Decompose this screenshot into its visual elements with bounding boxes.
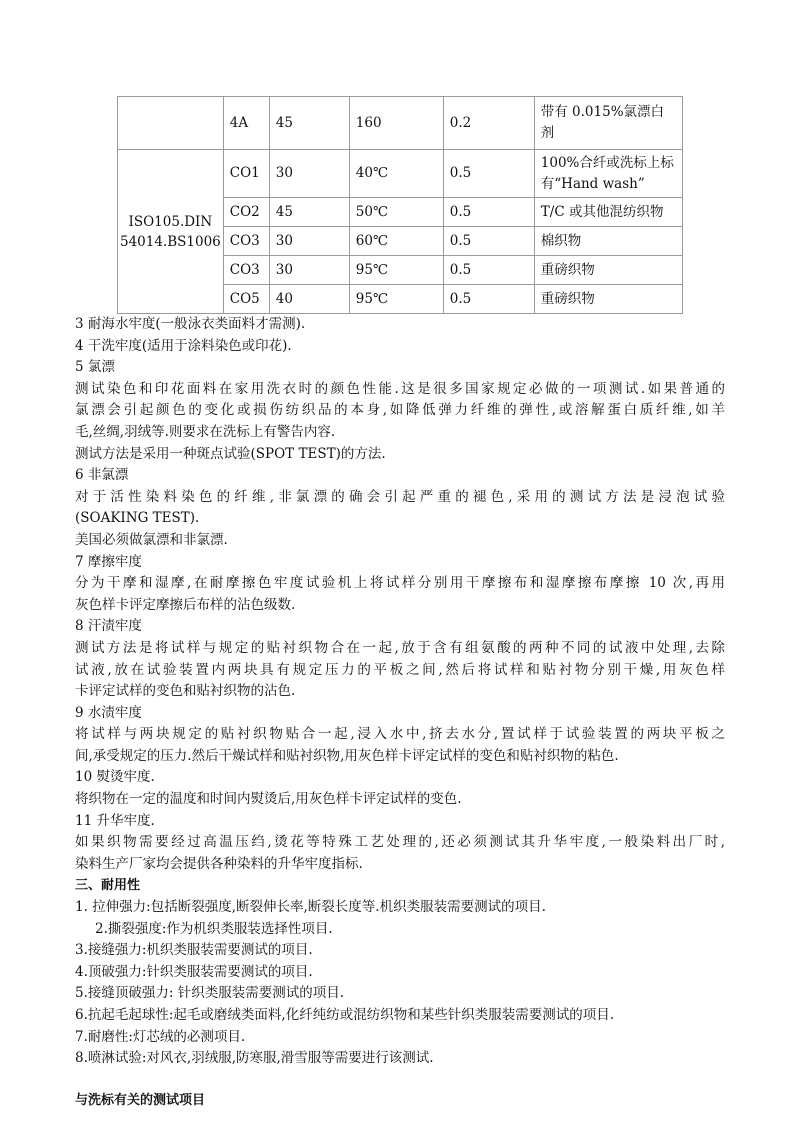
table-cell: 0.5 bbox=[443, 198, 534, 227]
text-line: 11 升华牢度. bbox=[75, 812, 155, 829]
text-line: 氯漂会引起颜色的变化或损伤纺织品的本身,如降低弹力纤维的弹性,或溶解蛋白质纤维,如羊 bbox=[75, 402, 725, 419]
text-line: 卡评定试样的变色和贴衬织物的沾色. bbox=[75, 683, 296, 700]
table-cell: CO1 bbox=[223, 150, 269, 198]
text-line: (SOAKING TEST). bbox=[75, 510, 200, 527]
table-cell: CO2 bbox=[223, 198, 269, 227]
table-cell: 95℃ bbox=[349, 256, 443, 285]
text-line: 3.接缝强力:机织类服装需要测试的项目. bbox=[75, 942, 313, 959]
text-line: 9 水渍牢度 bbox=[75, 704, 142, 721]
text-line: 8 汗渍牢度 bbox=[75, 618, 142, 635]
text-line: 如果织物需要经过高温压绉,烫花等特殊工艺处理的,还必须测试其升华牢度,一般染料出厂时, bbox=[75, 834, 725, 851]
table-cell: 100%合纤或洗标上标有“Hand wash” bbox=[534, 150, 682, 198]
table-cell: T/C 或其他混纺织物 bbox=[534, 198, 682, 227]
text-line: 灰色样卡评定摩擦后布样的沾色级数. bbox=[75, 596, 296, 613]
text-line: 间,承受规定的压力.然后干燥试样和贴衬织物,用灰色样卡评定试样的变色和贴衬织物的粘色. bbox=[75, 747, 619, 764]
table-cell: 0.5 bbox=[443, 256, 534, 285]
text-line: 4.顶破强力:针织类服装需要测试的项目. bbox=[75, 963, 313, 980]
spacer bbox=[75, 1070, 725, 1090]
text-line: 8.喷淋试验:对风衣,羽绒服,防寒服,滑雪服等需要进行该测试. bbox=[75, 1050, 434, 1067]
table-cell: 30 bbox=[269, 227, 349, 256]
text-line: 美国必须做氯漂和非氯漂. bbox=[75, 531, 228, 548]
table-cell: 45 bbox=[269, 97, 349, 150]
standard-cell bbox=[118, 150, 224, 314]
table-row bbox=[118, 97, 683, 150]
text-line: 毛,丝绸,羽绒等.则要求在洗标上有警告内容. bbox=[75, 423, 336, 440]
text-line: 将试样与两块规定的贴衬织物贴合一起,浸入水中,挤去水分,置试样于试验装置的两块平板之 bbox=[75, 726, 725, 743]
text-line: 试液,放在试验装置内两块具有规定压力的平板之间,然后将试样和贴衬物分别干燥,用灰色样 bbox=[75, 661, 725, 678]
text-line: 7 摩擦牢度 bbox=[75, 553, 142, 570]
table-cell: 30 bbox=[269, 150, 349, 198]
table-cell: CO3 bbox=[223, 227, 269, 256]
text-line: 5 氯漂 bbox=[75, 359, 115, 376]
text-line: 10 熨烫牢度. bbox=[75, 769, 155, 786]
document-body bbox=[75, 314, 725, 1111]
text-line: 对于活性染料染色的纤维,非氯漂的确会引起严重的褪色,采用的测试方法是浸泡试验 bbox=[75, 488, 725, 505]
text-line: 5.接缝顶破强力: 针织类服装需要测试的项目. bbox=[75, 985, 345, 1002]
section-heading: 三、耐用性 bbox=[75, 878, 141, 894]
table-cell: 60℃ bbox=[349, 227, 443, 256]
table-cell: 4A bbox=[223, 97, 269, 150]
text-line: 3 耐海水牢度(一般泳衣类面料才需测). bbox=[75, 316, 306, 332]
table-cell: 0.5 bbox=[443, 285, 534, 314]
text-line: 测试方法是采用一种斑点试验(SPOT TEST)的方法. bbox=[75, 445, 386, 462]
table-cell: 棉织物 bbox=[534, 227, 682, 256]
table-cell: 重磅织物 bbox=[534, 256, 682, 285]
text-line: 测试方法是将试样与规定的贴衬织物合在一起,放于含有组氨酸的两种不同的试液中处理,去除 bbox=[75, 639, 725, 656]
text-line: 6 非氯漂 bbox=[75, 467, 129, 484]
table-cell: 0.5 bbox=[443, 227, 534, 256]
text-line: 4 干洗牢度(适用于涂料染色或印花). bbox=[75, 337, 292, 354]
table-cell: 带有 0.015%氯漂白剂 bbox=[534, 97, 682, 150]
table-cell: 40 bbox=[269, 285, 349, 314]
table-cell: CO3 bbox=[223, 256, 269, 285]
wash-fastness-table bbox=[117, 96, 683, 314]
text-line: 1. 拉伸强力:包括断裂强度,断裂伸长率,断裂长度等.机织类服装需要测试的项目. bbox=[75, 899, 546, 916]
table-cell: 50℃ bbox=[349, 198, 443, 227]
text-line: 染料生产厂家均会提供各种染料的升华牢度指标. bbox=[75, 855, 363, 872]
section-heading: 与洗标有关的测试项目 bbox=[75, 1092, 206, 1108]
standard-label-1: ISO105.DIN bbox=[128, 213, 213, 230]
table-row bbox=[118, 150, 683, 198]
table-cell: CO5 bbox=[223, 285, 269, 314]
table-cell: 0.2 bbox=[443, 97, 534, 150]
table-cell: 30 bbox=[269, 256, 349, 285]
text-line: 7.耐磨性:灯芯绒的必测项目. bbox=[75, 1028, 246, 1045]
table-cell: 160 bbox=[349, 97, 443, 150]
table-cell: 0.5 bbox=[443, 150, 534, 198]
text-line: 将织物在一定的温度和时间内熨烫后,用灰色样卡评定试样的变色. bbox=[75, 791, 462, 808]
table-cell bbox=[118, 97, 224, 150]
text-line: 分为干摩和湿摩,在耐摩擦色牢度试验机上将试样分别用干摩擦布和湿摩擦布摩擦 10 次,再用 bbox=[75, 575, 725, 592]
table-cell: 重磅织物 bbox=[534, 285, 682, 314]
standard-label-2: 54014.BS1006 bbox=[120, 233, 221, 250]
table-cell: 45 bbox=[269, 198, 349, 227]
table-cell: 40℃ bbox=[349, 150, 443, 198]
text-line: 2.撕裂强度:作为机织类服装选择性项目. bbox=[95, 920, 333, 937]
table-cell: 95℃ bbox=[349, 285, 443, 314]
text-line: 6.抗起毛起球性:起毛或磨绒类面料,化纤纯纺或混纺织物和某些针织类服装需要测试的项目. bbox=[75, 1007, 615, 1023]
text-line: 测试染色和印花面料在家用洗衣时的颜色性能.这是很多国家规定必做的一项测试.如果普通的 bbox=[75, 380, 725, 397]
